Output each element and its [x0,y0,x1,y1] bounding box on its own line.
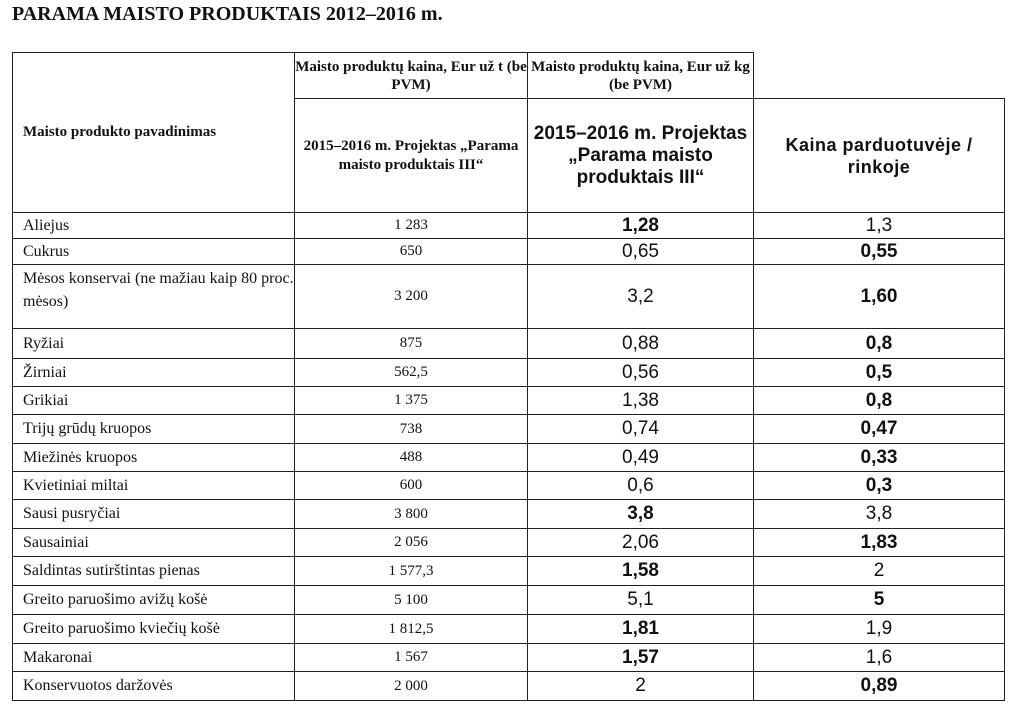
price-per-tonne-cell: 650 [295,239,528,265]
product-name-cell: Trijų grūdų kruopos [13,415,295,444]
product-name-cell: Makaronai [13,644,295,672]
price-table [12,52,1005,701]
table-row [13,529,1005,557]
header-project-tonne: 2015–2016 m. Projektas „Parama maisto produktais III“ [295,99,528,213]
header-empty-cell [754,53,1005,99]
price-per-kg-cell: 0,49 [528,444,754,472]
price-per-kg-cell: 2,06 [528,529,754,557]
product-name-cell: Mėsos konservai (ne mažiau kaip 80 proc. mėsos) [13,265,295,329]
price-per-tonne-cell: 1 812,5 [295,615,528,644]
product-name-cell: Saldintas sutirštintas pienas [13,557,295,586]
table-row [13,472,1005,500]
store-price-cell: 3,8 [754,500,1005,529]
table-row [13,586,1005,615]
store-price-cell: 1,3 [754,213,1005,239]
table-row [13,213,1005,239]
table-row [13,329,1005,359]
price-per-kg-cell: 1,28 [528,213,754,239]
price-per-tonne-cell: 3 200 [295,265,528,329]
price-per-tonne-cell: 1 375 [295,387,528,415]
price-per-kg-cell: 3,2 [528,265,754,329]
store-price-cell: 1,83 [754,529,1005,557]
price-per-tonne-cell: 1 567 [295,644,528,672]
product-name-cell: Konservuotos daržovės [13,672,295,701]
price-per-tonne-cell: 2 000 [295,672,528,701]
table-row [13,615,1005,644]
store-price-cell: 0,8 [754,329,1005,359]
price-per-kg-cell: 0,74 [528,415,754,444]
header-project-kg: 2015–2016 m. Projektas „Parama maisto produktais III“ [528,99,754,213]
product-name-cell: Sausi pusryčiai [13,500,295,529]
price-per-tonne-cell: 1 577,3 [295,557,528,586]
product-name-cell: Žirniai [13,359,295,387]
table-row [13,444,1005,472]
store-price-cell: 0,89 [754,672,1005,701]
table-row [13,500,1005,529]
price-per-kg-cell: 0,56 [528,359,754,387]
table-row [13,415,1005,444]
table-row [13,359,1005,387]
table-row [13,265,1005,329]
price-per-tonne-cell: 2 056 [295,529,528,557]
price-per-kg-cell: 0,65 [528,239,754,265]
store-price-cell: 1,6 [754,644,1005,672]
page-title: PARAMA MAISTO PRODUKTAIS 2012–2016 m. [12,3,443,25]
price-per-kg-cell: 5,1 [528,586,754,615]
price-table-body [13,53,1005,701]
table-row [13,557,1005,586]
price-per-kg-cell: 0,6 [528,472,754,500]
header-store-price: Kaina parduotuvėje / rinkoje [754,99,1005,213]
product-name-cell: Greito paruošimo kviečių košė [13,615,295,644]
product-name-cell: Kvietiniai miltai [13,472,295,500]
product-name-cell: Grikiai [13,387,295,415]
product-name-cell: Sausainiai [13,529,295,557]
product-name-cell: Ryžiai [13,329,295,359]
price-per-tonne-cell: 600 [295,472,528,500]
product-name-cell: Greito paruošimo avižų košė [13,586,295,615]
header-price-per-kg: Maisto produktų kaina, Eur už kg (be PVM) [528,53,754,99]
store-price-cell: 0,8 [754,387,1005,415]
header-row-1 [13,53,1005,99]
header-price-per-tonne: Maisto produktų kaina, Eur už t (be PVM) [295,53,528,99]
table-row [13,239,1005,265]
price-per-tonne-cell: 562,5 [295,359,528,387]
price-per-tonne-cell: 3 800 [295,500,528,529]
table-row [13,672,1005,701]
price-per-kg-cell: 1,57 [528,644,754,672]
store-price-cell: 0,47 [754,415,1005,444]
product-name-cell: Cukrus [13,239,295,265]
price-per-tonne-cell: 738 [295,415,528,444]
store-price-cell: 1,60 [754,265,1005,329]
price-per-tonne-cell: 875 [295,329,528,359]
table-row [13,387,1005,415]
store-price-cell: 0,55 [754,239,1005,265]
store-price-cell: 0,33 [754,444,1005,472]
product-name-cell: Aliejus [13,213,295,239]
price-per-kg-cell: 3,8 [528,500,754,529]
price-per-tonne-cell: 488 [295,444,528,472]
store-price-cell: 0,3 [754,472,1005,500]
store-price-cell: 5 [754,586,1005,615]
product-name-cell: Miežinės kruopos [13,444,295,472]
store-price-cell: 0,5 [754,359,1005,387]
price-per-tonne-cell: 1 283 [295,213,528,239]
store-price-cell: 2 [754,557,1005,586]
price-per-kg-cell: 1,58 [528,557,754,586]
price-per-kg-cell: 1,38 [528,387,754,415]
store-price-cell: 1,9 [754,615,1005,644]
table-row [13,644,1005,672]
price-per-kg-cell: 1,81 [528,615,754,644]
price-per-kg-cell: 0,88 [528,329,754,359]
price-per-kg-cell: 2 [528,672,754,701]
price-per-tonne-cell: 5 100 [295,586,528,615]
header-product-name: Maisto produkto pavadinimas [13,53,295,213]
